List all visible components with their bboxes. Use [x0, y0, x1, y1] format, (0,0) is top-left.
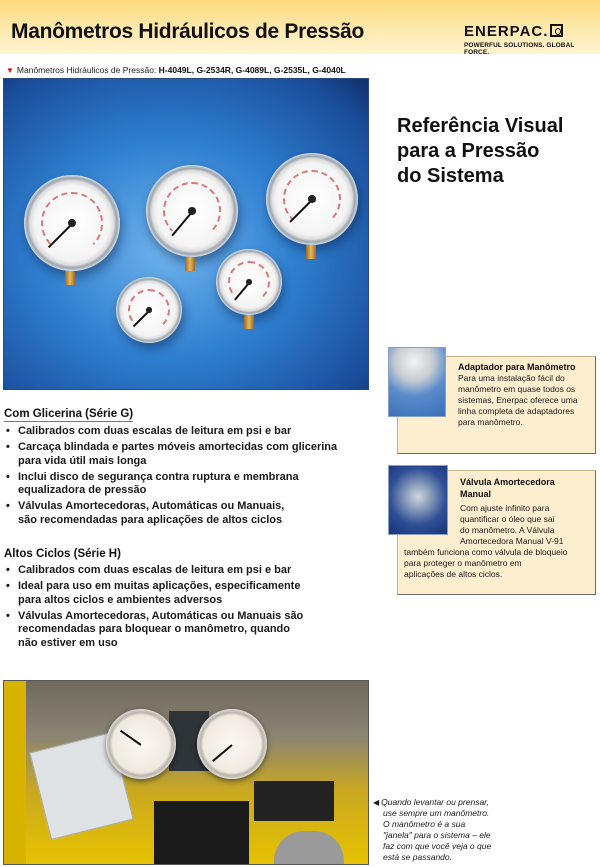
headline — [397, 114, 563, 189]
series-g-section — [4, 404, 364, 530]
logo-wordmark: ENERPAC. — [464, 23, 549, 40]
left-pointing-triangle-icon: ◀ — [373, 798, 380, 807]
headline-line: do Sistema — [397, 165, 504, 187]
card-text: Com ajuste infinito para quantificar o óleo que sai do manômetro. A Válvula Amortecedora Manual V-91 — [460, 503, 564, 546]
gauge-icon — [106, 709, 176, 779]
gauge-adaptor-image — [388, 347, 446, 417]
series-h-section — [4, 544, 364, 653]
section-title: Altos Ciclos (Série H) — [4, 548, 121, 560]
gauge-stem — [65, 271, 75, 285]
section-title: Com Glicerina (Série G) — [4, 408, 134, 420]
list-item: • Válvulas Amortecedoras, Automáticas ou Manuais são recomendadas para bloquear o manômetro, quando não estiver em uso — [4, 610, 364, 651]
model-list-label: Manômetros Hidráulicos de Pressão: — [16, 65, 159, 75]
list-item: • Inclui disco de segurança contra ruptura e membrana equalizadora de pressão — [4, 471, 364, 498]
gauge-icon — [146, 165, 238, 257]
gauge-icon — [24, 175, 120, 271]
list-item: • Ideal para uso em muitas aplicações, especificamente para altos ciclos e ambientes adversos — [4, 580, 364, 607]
card-title: Válvula Amortecedora Manual — [460, 477, 555, 499]
page-header — [0, 0, 600, 54]
gauge-adaptor-body — [458, 361, 594, 428]
list-item: • Calibrados com duas escalas de leitura em psi e bar — [4, 425, 364, 439]
model-codes: H-4049L, G-2534R, G-4089L, G-2535L, G-4040L — [158, 65, 346, 75]
card-text: Para uma instalação fácil do manômetro em quase todos os sistemas, Enerpac oferece uma linha completa de adaptadores para manômetro. — [458, 373, 578, 427]
snubber-valve-image — [388, 465, 448, 535]
feature-list — [4, 425, 364, 527]
red-triangle-down-icon: ▼ — [6, 66, 14, 75]
logo-tagline: POWERFUL SOLUTIONS. GLOBAL FORCE. — [464, 42, 575, 56]
gauge-icon — [266, 153, 358, 245]
list-item: • Carcaça blindada e partes móveis amortecidas com glicerina para vida útil mais longa — [4, 441, 364, 468]
headline-line: Referência Visual — [397, 115, 564, 137]
card-title: Adaptador para Manômetro — [458, 362, 576, 372]
list-item: • Válvulas Amortecedoras, Automáticas ou Manuais, são recomendadas para aplicações de altos ciclos — [4, 500, 364, 527]
gauge-icon — [197, 709, 267, 779]
enerpac-logo — [464, 23, 590, 56]
gauge-icon — [116, 277, 182, 343]
card-text: também funciona como válvula de bloqueio para proteger o manômetro em aplicações de altos ciclos. — [404, 547, 568, 579]
model-list — [6, 65, 346, 75]
pump-gauges-photo — [3, 680, 369, 865]
gauge-stem — [185, 257, 195, 271]
headline-line: para a Pressão — [397, 140, 540, 162]
photo-caption: ◀ Quando levantar ou prensar, use sempre um manômetro. O manômetro é a sua "janela" para o sistema – ele faz com que você veja o que está se passando. — [373, 797, 492, 862]
gauge-stem — [306, 245, 316, 259]
feature-list — [4, 564, 364, 650]
gauge-icon — [216, 249, 282, 315]
page-title: Manômetros Hidráulicos de Pressão — [11, 20, 365, 43]
list-item: • Calibrados com duas escalas de leitura em psi e bar — [4, 564, 364, 578]
hero-gauges-image — [3, 78, 369, 390]
gauge-stem — [244, 315, 254, 329]
enerpac-logo-icon — [550, 24, 563, 37]
